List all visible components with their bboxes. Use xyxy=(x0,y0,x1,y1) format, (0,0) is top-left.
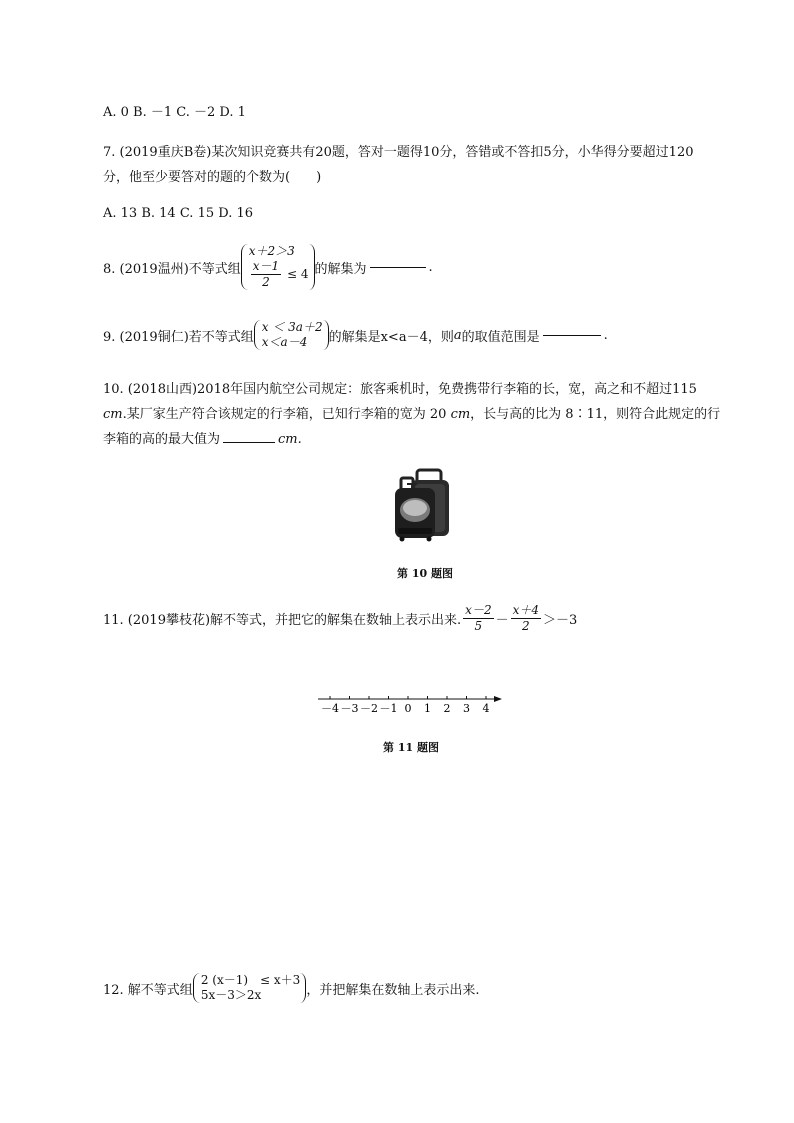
q10-unit: cm xyxy=(103,407,123,422)
q8-row2 xyxy=(249,259,309,290)
axis-arrow-icon xyxy=(494,696,502,702)
q10-line3 xyxy=(103,428,302,447)
q7-line1: 7. (2019重庆B卷)某次知识竞赛共有20题，答对一题得10分，答错或不答扣5分，小华得分要超过120 xyxy=(103,145,694,160)
q9-row2: x＜a－4 xyxy=(261,335,308,349)
q7-line2: 分，他至少要答对的题的个数为( ) xyxy=(103,170,322,185)
q9-prefix: 9. (2019铜仁)若不等式组 xyxy=(103,329,254,345)
q8-end: . xyxy=(428,259,433,275)
q8-prefix: 8. (2019温州)不等式组 xyxy=(103,261,241,277)
q9-end: . xyxy=(603,327,608,343)
q12-system xyxy=(193,973,307,1003)
q11-frac2-num: x＋4 xyxy=(512,603,539,617)
q8-system xyxy=(241,244,315,290)
axis-tick-label: －2 xyxy=(360,702,378,715)
axis-tick-label: 0 xyxy=(404,702,412,715)
q10-line2 xyxy=(103,403,720,422)
left-brace xyxy=(254,320,261,350)
q10-caption: 第 10 题图 xyxy=(397,567,453,580)
q11-fraction-2 xyxy=(511,603,541,634)
q11-question xyxy=(103,603,577,634)
q11-minus: － xyxy=(495,613,509,628)
q10-line3-text: 李箱的高的最大值为 xyxy=(103,432,221,447)
q9-suffix: 的取值范围是 xyxy=(461,329,540,345)
q11-frac2-den: 2 xyxy=(521,619,530,633)
axis-tick-label: －3 xyxy=(340,702,359,715)
q10-answer-blank xyxy=(223,442,275,443)
right-paren xyxy=(309,244,315,290)
q8-answer-blank xyxy=(370,267,426,268)
q10-line1: 10. (2018山西)2018年国内航空公司规定：旅客乘机时，免费携带行李箱的长，宽，高之和不超过115 xyxy=(103,382,697,397)
axis-tick-label: 3 xyxy=(463,702,470,715)
q9-mid: 的解集是x<a－4，则 xyxy=(328,329,454,345)
q6-options: A. 0 B. －1 C. －2 D. 1 xyxy=(103,105,246,120)
axis-tick-label: 4 xyxy=(482,702,490,715)
suitcase-image xyxy=(393,468,453,542)
q12-prefix: 12. 解不等式组 xyxy=(103,982,193,998)
q8-frac-den: 2 xyxy=(262,275,270,289)
number-line xyxy=(316,690,506,718)
q9-var: a xyxy=(453,327,462,343)
axis-tick-label: 1 xyxy=(424,702,431,715)
left-brace xyxy=(241,244,248,290)
q9-question xyxy=(103,320,608,350)
q9-answer-blank xyxy=(543,335,601,336)
axis-tick-label: －1 xyxy=(379,702,398,715)
q12-row2: 5x－3＞2x xyxy=(200,988,262,1002)
q9-system xyxy=(254,320,329,350)
q12-row1: 2 (x－1) ≤ x＋3 xyxy=(200,973,301,987)
axis-tick-label: 2 xyxy=(443,702,451,715)
q10-line2-text: .某厂家生产符合该规定的行李箱，已知行李箱的宽为 20 xyxy=(122,407,447,422)
right-paren xyxy=(300,973,306,1003)
q8-question xyxy=(103,244,433,290)
q11-frac1-num: x－2 xyxy=(465,603,492,617)
q8-fraction xyxy=(251,259,281,290)
left-brace xyxy=(193,973,200,1003)
q8-suffix: 的解集为 xyxy=(314,261,367,277)
q7-options: A. 13 B. 14 C. 15 D. 16 xyxy=(103,206,254,221)
q12-suffix: ，并把解集在数轴上表示出来. xyxy=(306,982,480,998)
q10-line2-tail: ，长与高的比为 8∶11，则符合此规定的行 xyxy=(470,407,721,422)
q10-unit2: cm xyxy=(450,407,471,422)
q12-question xyxy=(103,973,479,1003)
axis-tick-label: －4 xyxy=(321,702,339,715)
q8-frac-num: x－1 xyxy=(252,259,280,273)
q10-unit3: cm. xyxy=(278,432,302,447)
q8-row1: x＋2＞3 xyxy=(248,244,295,258)
q9-row1: x ＜ 3a＋2 xyxy=(261,320,323,334)
q8-row2-tail: ≤ 4 xyxy=(287,267,309,281)
q11-tail: ＞－3 xyxy=(543,613,578,628)
q11-fraction-1 xyxy=(463,603,493,634)
right-paren xyxy=(323,320,329,350)
q11-caption: 第 11 题图 xyxy=(383,741,439,754)
q11-prefix: 11. (2019攀枝花)解不等式，并把它的解集在数轴上表示出来. xyxy=(103,613,462,628)
q11-frac1-den: 5 xyxy=(474,619,483,633)
